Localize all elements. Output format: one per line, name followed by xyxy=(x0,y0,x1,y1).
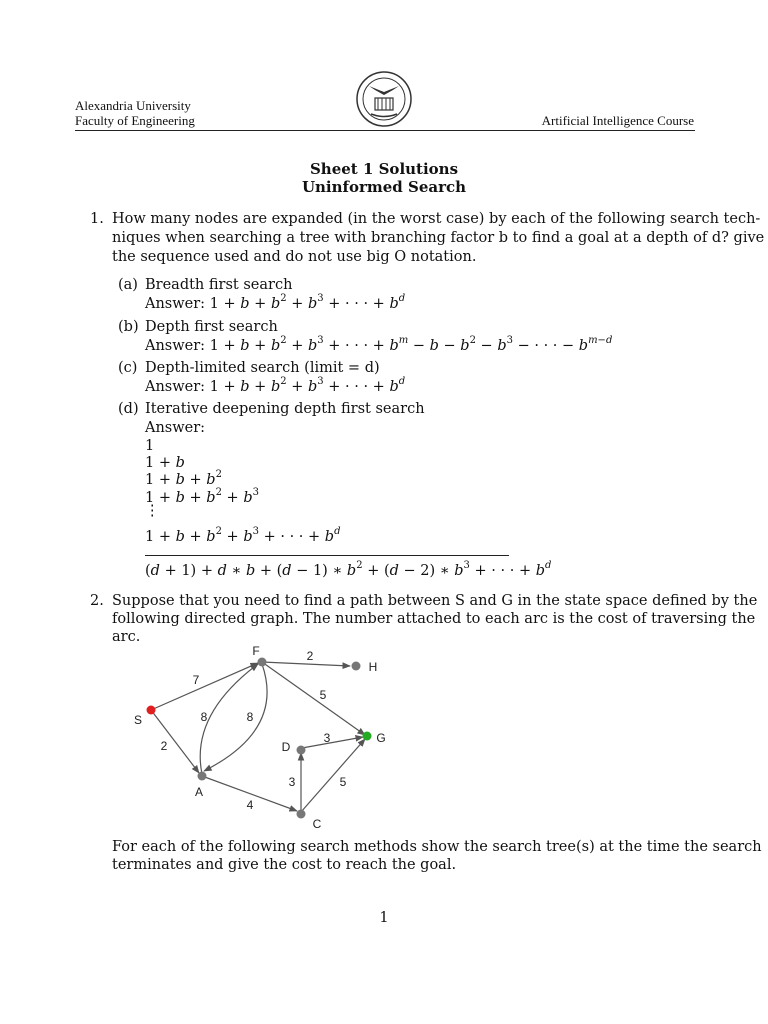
edge-d-g xyxy=(302,737,363,748)
node-label-a: A xyxy=(194,785,204,799)
node-f xyxy=(258,658,267,667)
node-g xyxy=(363,732,372,741)
part-c-answer: Answer: $1 + b + b^2 + b^3$ + · · · + $b^d$ xyxy=(145,376,406,395)
answer-label: Answer: xyxy=(145,379,206,395)
q2-text-line2: following directed graph. The number attached to each arc is the cost of traversing the xyxy=(112,611,756,627)
answer-label: Answer: xyxy=(145,296,206,312)
answer-label: Answer: xyxy=(145,338,206,354)
edge-s-a xyxy=(151,710,199,773)
node-h xyxy=(352,662,361,671)
part-b-name: Depth first search xyxy=(145,319,278,335)
idfs-vdots: ⋮ xyxy=(145,503,160,519)
idfs-sum-rule xyxy=(145,555,509,556)
page-number: 1 xyxy=(379,910,389,926)
cost-c-d: 3 xyxy=(288,775,296,789)
q1-text-line3: the sequence used and do not use big O notation. xyxy=(112,249,477,265)
idfs-row-3: $1 + b + b^2$ xyxy=(145,469,222,488)
node-c xyxy=(297,810,306,819)
part-d-name: Iterative deepening depth first search xyxy=(145,401,425,417)
q2-text-line3: arc. xyxy=(112,629,141,645)
part-d-answer-label: Answer: xyxy=(145,420,206,436)
cost-a-f: 8 xyxy=(200,710,208,724)
edge-f-g xyxy=(262,662,365,735)
part-a-answer: Answer: $1 + b + b^2 + b^3$ + · · · + $b^d$ xyxy=(145,293,406,312)
q2-after-line1: For each of the following search methods show the search tree(s) at the time the search xyxy=(112,839,762,855)
header-university: Alexandria University xyxy=(75,98,191,113)
cost-f-g: 5 xyxy=(319,688,327,702)
cost-s-f: 7 xyxy=(192,673,200,687)
node-label-s: S xyxy=(133,713,143,727)
node-s xyxy=(147,706,156,715)
part-b-answer: Answer: $1 + b + b^2 + b^3$ + · · · + $b^m - b - b^2 - b^3$ − · · · − $b^{m-d}$ xyxy=(145,335,613,354)
idfs-total: (d + 1) + d ∗ b + (d − 1) ∗ $b^2 + (d - 2)$ ∗ $b^3$ + · · · + $b^d$ xyxy=(145,560,552,579)
node-d xyxy=(297,746,306,755)
q2-number: 2. xyxy=(90,593,104,609)
cost-s-a: 2 xyxy=(160,739,168,753)
header-faculty: Faculty of Engineering xyxy=(75,113,195,128)
part-b-label: (b) xyxy=(118,319,139,335)
q1-number: 1. xyxy=(90,211,104,227)
q2-after-line2: terminates and give the cost to reach the goal. xyxy=(112,857,457,873)
q1-text-line2: niques when searching a tree with branching factor b to find a goal at a depth of d? give xyxy=(112,230,765,246)
edge-f-a xyxy=(204,664,267,771)
node-label-f: F xyxy=(252,644,260,658)
header-rule xyxy=(75,130,695,131)
part-d-label: (d) xyxy=(118,401,139,417)
state-space-graph xyxy=(120,640,400,835)
page-subtitle: Uninformed Search xyxy=(301,178,467,196)
node-label-h: H xyxy=(368,660,378,674)
edge-c-g xyxy=(301,739,365,812)
cost-f-a: 8 xyxy=(246,710,254,724)
cost-c-g: 5 xyxy=(339,775,347,789)
idfs-row-2: 1 + b xyxy=(145,455,185,471)
cost-d-g: 3 xyxy=(323,731,331,745)
idfs-row-1: 1 xyxy=(145,438,155,454)
part-a-name: Breadth first search xyxy=(145,277,293,293)
cost-f-h: 2 xyxy=(306,649,314,663)
edge-s-f xyxy=(151,663,258,710)
idfs-row-last: $1 + b + b^2 + b^3$ + · · · + $b^d$ xyxy=(145,526,341,545)
node-label-d: D xyxy=(281,740,291,754)
idfs-row-4: $1 + b + b^2 + b^3$ xyxy=(145,487,259,506)
node-label-c: C xyxy=(312,817,322,831)
page-title: Sheet 1 Solutions xyxy=(309,160,459,178)
part-c-label: (c) xyxy=(118,360,138,376)
q2-text-line1: Suppose that you need to find a path between S and G in the state space defined by the xyxy=(112,593,758,609)
university-logo xyxy=(355,70,413,128)
q1-text-line1: How many nodes are expanded (in the worst case) by each of the following search tech- xyxy=(112,211,761,227)
node-label-g: G xyxy=(376,731,386,745)
node-a xyxy=(198,772,207,781)
cost-a-c: 4 xyxy=(246,798,254,812)
header-course: Artificial Intelligence Course xyxy=(541,113,694,128)
part-c-name: Depth-limited search (limit = d) xyxy=(145,360,380,376)
part-a-label: (a) xyxy=(118,277,138,293)
